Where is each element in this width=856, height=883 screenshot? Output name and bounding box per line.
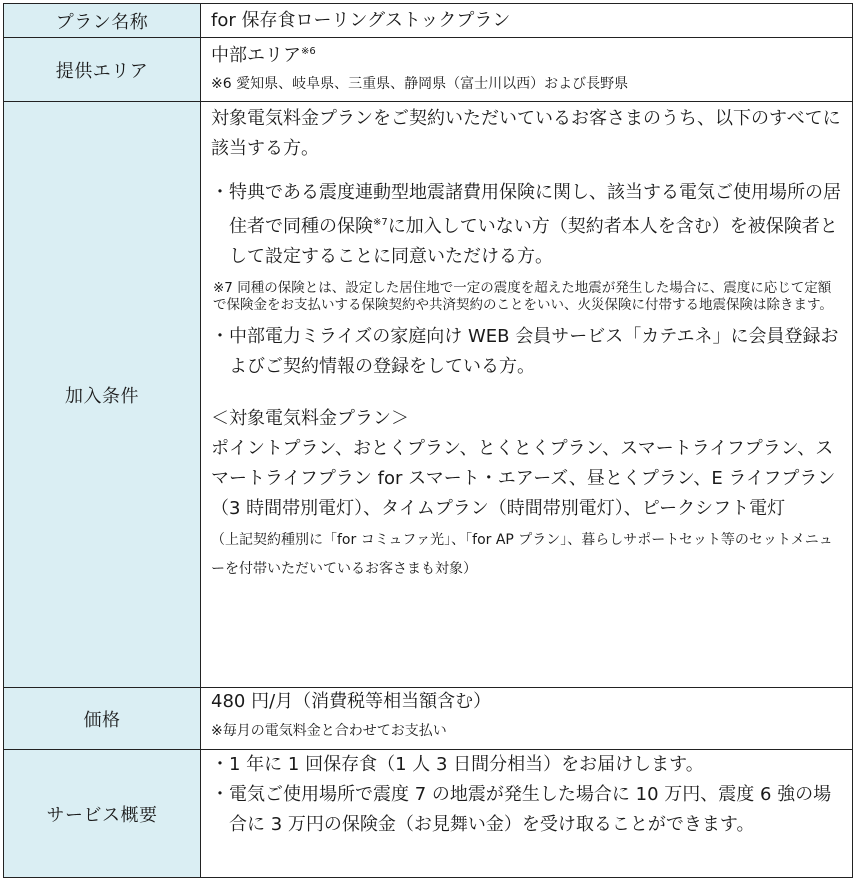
service-bullet-food [211,750,844,780]
service-label: サービス概要 [4,750,201,878]
bullet-dot: ・ [211,182,229,203]
area-value-line [211,38,844,70]
price-label: 価格 [4,688,201,750]
conditions-bullet-insurance [211,178,844,272]
bullet-dot: ・ [211,326,229,347]
bullet-dot: ・ [211,754,229,775]
target-plans-heading: ＜対象電気料金プラン＞ [211,408,409,429]
note7: ※7 同種の保険とは、設定した居住地で一定の震度を超えた地震が発生した場合に、震度に応じて定額で保険金をお支払いする保険契約や共済契約のことをいい、火災保険に付帯する地震保険は除きます。 [213,280,833,313]
area-cell [201,38,853,102]
plan-name-cell [201,4,853,38]
conditions-row [4,102,853,688]
area-label: 提供エリア [4,38,201,102]
service-row [4,750,853,878]
area-note-mark: ※6 [301,46,316,57]
insurance-text-a: 特典である震度連動型地震諸費用保険に関し、該当する電気ご使用場所の居住者で同種の保険 [229,182,841,237]
service-food-text: 1 年に 1 回保存食（1 人 3 日間分相当）をお届けします。 [229,754,704,775]
plan-name-label: プラン名称 [4,4,201,38]
price-cell [201,688,853,750]
service-bullet-insurance [211,780,844,840]
note7-mark: ※7 [373,217,388,228]
conditions-cell [201,102,853,688]
target-plans-note: （上記契約種別に「for コミュファ光」、「for AP プラン」、暮らしサポートセット等のセットメニューを付帯いただいているお客さまも対象） [211,532,833,577]
bullet-dot: ・ [211,784,229,805]
price-row [4,688,853,750]
conditions-bullet-katene [211,322,844,382]
conditions-intro: 対象電気料金プランをご契約いただいているお客さまのうち、以下のすべてに該当する方。 [211,108,841,159]
service-insurance-text: 電気ご使用場所で震度 7 の地震が発生した場合に 10 万円、震度 6 強の場合に 3 万円の保険金（お見舞い金）を受け取ることができます。 [229,784,832,835]
price-note: ※毎月の電気料金と合わせてお支払い [211,723,447,739]
plan-name-value: for 保存食ローリングストックプラン [211,9,511,31]
insurance-text-b: に加入していない方（契約者本人を含む）を被保険者として設定することに同意いただける方。 [229,216,838,267]
target-plans-list: ポイントプラン、おとくプラン、とくとくプラン、スマートライフプラン、スマートライフプラン for スマート・エアーズ、昼とくプラン、E ライフプラン（3 時間帯別電灯）、タイムプラン（時間帯別電灯）、ピークシフト電灯 [211,438,836,519]
area-row [4,38,853,102]
conditions-label: 加入条件 [4,102,201,688]
service-cell [201,750,853,878]
price-value: 480 円/月（消費税等相当額含む） [211,691,492,712]
plan-table [3,3,853,878]
katene-text: 中部電力ミライズの家庭向け WEB 会員サービス「カテエネ」に会員登録およびご契約情報の登録をしている方。 [229,326,839,377]
area-value: 中部エリア [211,45,301,66]
area-note: ※6 愛知県、岐阜県、三重県、静岡県（富士川以西）および長野県 [211,76,629,92]
plan-name-row [4,4,853,38]
